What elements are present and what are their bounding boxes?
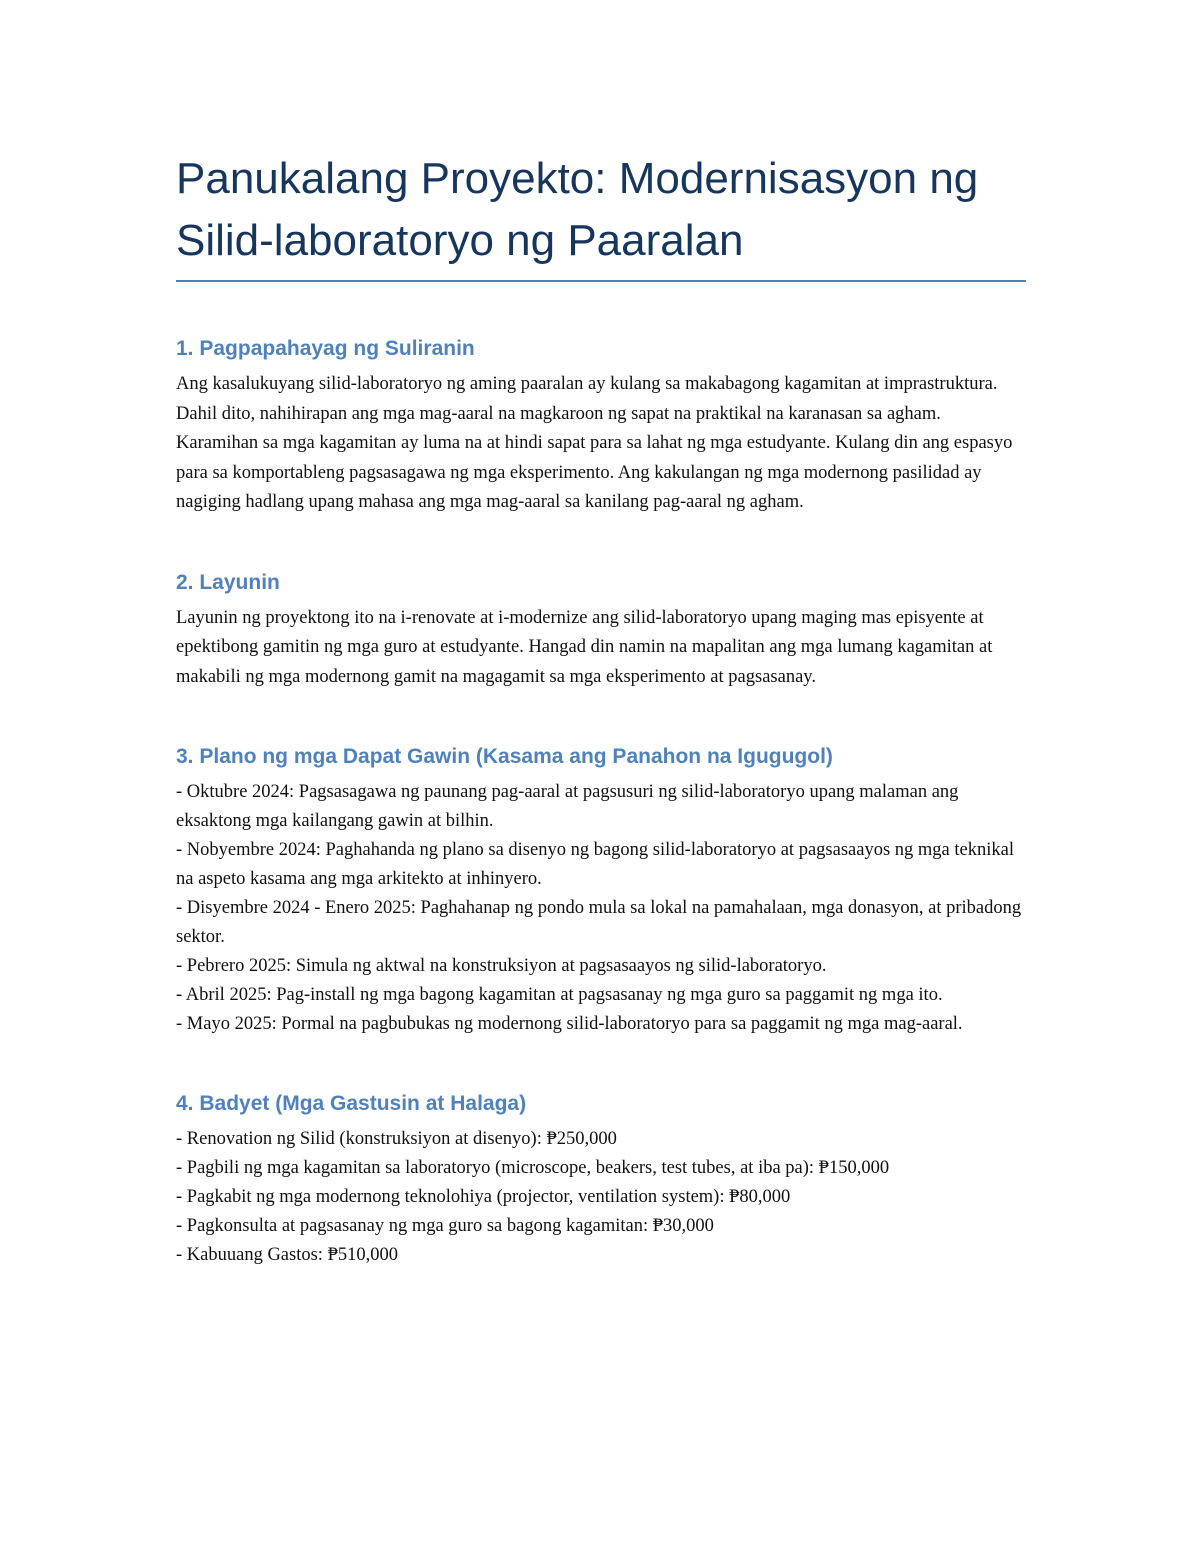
list-item: - Pagkabit ng mga modernong teknolohiya (projector, ventilation system): ₱80,000 <box>176 1187 791 1207</box>
document-page <box>176 148 1026 1270</box>
list-item: - Kabuuang Gastos: ₱510,000 <box>176 1245 398 1265</box>
section-heading: 1. Pagpapahayag ng Suliranin <box>176 337 475 360</box>
list-item: - Mayo 2025: Pormal na pagbubukas ng modernong silid-laboratoryo para sa paggamit ng mga mag-aaral. <box>176 1014 963 1034</box>
section-heading: 4. Badyet (Mga Gastusin at Halaga) <box>176 1092 527 1115</box>
section-problem-statement <box>176 334 1026 518</box>
section-paragraph: Layunin ng proyektong ito na i-renovate at i-modernize ang silid-laboratoryo upang maging mas episyente at epektibong gamitin ng mga guro at estudyante. Hangad din namin na mapalitan ang mga lumang kagamitan at makabili ng mga modernong gamit na magagamit sa mga eksperimento at pagsasanay. <box>176 607 993 687</box>
section-budget <box>176 1089 1026 1270</box>
section-objectives <box>176 568 1026 693</box>
document-title: Panukalang Proyekto: Modernisasyon ng Silid-laboratoryo ng Paaralan <box>176 148 1026 282</box>
section-heading: 2. Layunin <box>176 570 280 594</box>
list-item: - Disyembre 2024 - Enero 2025: Paghahanap ng pondo mula sa lokal na pamahalaan, mga donasyon, at pribadong sektor. <box>176 898 1022 947</box>
list-item: - Renovation ng Silid (konstruksiyon at disenyo): ₱250,000 <box>176 1129 617 1149</box>
list-item: - Pebrero 2025: Simula ng aktwal na konstruksiyon at pagsasaayos ng silid-laboratoryo. <box>176 956 827 976</box>
section-plan <box>176 742 1026 1039</box>
list-item: - Oktubre 2024: Pagsasagawa ng paunang pag-aaral at pagsusuri ng silid-laboratoryo upang malaman ang eksaktong mga kailangang gawin at bilhin. <box>176 782 959 831</box>
section-paragraph: Ang kasalukuyang silid-laboratoryo ng aming paaralan ay kulang sa makabagong kagamitan at imprastruktura. Dahil dito, nahihirapan ang mga mag-aaral na magkaroon ng sapat na praktikal na karanasan sa agham. Karamihan sa mga kagamitan ay luma na at hindi sapat para sa lahat ng mga estudyante. Kulang din ang espasyo para sa komportableng pagsasagawa ng mga eksperimento. Ang kakulangan ng mga modernong pasilidad ay nagiging hadlang upang mahasa ang mga mag-aaral sa kanilang pag-aaral ng agham. <box>176 374 1013 512</box>
list-item: - Pagbili ng mga kagamitan sa laboratoryo (microscope, beakers, test tubes, at iba pa): ₱150,000 <box>176 1158 890 1178</box>
plan-list <box>176 778 1026 1039</box>
list-item: - Abril 2025: Pag-install ng mga bagong kagamitan at pagsasanay ng mga guro sa paggamit ng mga ito. <box>176 985 943 1005</box>
section-heading: 3. Plano ng mga Dapat Gawin (Kasama ang Panahon na Igugugol) <box>176 745 833 768</box>
budget-list <box>176 1125 1026 1270</box>
list-item: - Pagkonsulta at pagsasanay ng mga guro sa bagong kagamitan: ₱30,000 <box>176 1216 714 1236</box>
list-item: - Nobyembre 2024: Paghahanda ng plano sa disenyo ng bagong silid-laboratoryo at pagsasaayos ng mga teknikal na aspeto kasama ang mga arkitekto at inhinyero. <box>176 840 1014 889</box>
